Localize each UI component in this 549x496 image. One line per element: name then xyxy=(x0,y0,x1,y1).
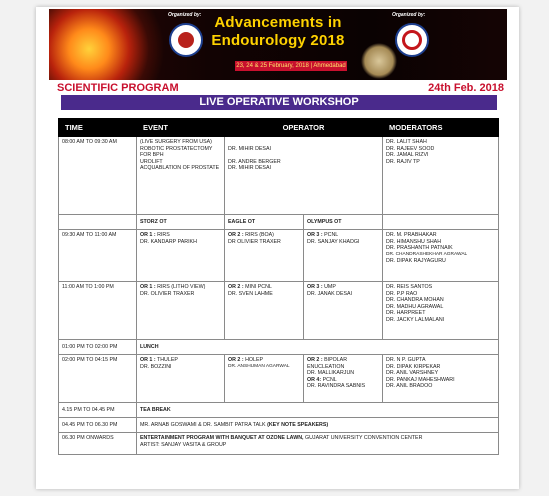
row-or2: OR 2 : RIRS (BOA) DR OLIVIER TRAXER xyxy=(225,230,304,282)
program-page xyxy=(36,7,519,489)
column-moderators: MODERATORS xyxy=(383,119,499,137)
table-row-tea xyxy=(59,403,499,418)
row-moderators: DR. LALIT SHAH DR. RAJEEV SOOD DR. JAMAL RIZVI DR. RAJIV TP xyxy=(383,137,499,215)
ot-storz: STORZ OT xyxy=(137,215,225,230)
row-time: 11:00 AM TO 1:00 PM xyxy=(59,282,137,340)
tea-label: TEA BREAK xyxy=(137,403,499,418)
row-moderators: DR. M. PRABHAKAR DR. HIMANSHU SHAH DR. PRASHANTH PATNAIK DR. CHANDRASHEKHAR AGRAWAL DR. DIPAK RAJYAGURU xyxy=(383,230,499,282)
row-or3: OR 2 : BIPOLAR ENUCLEATION DR. MALLIKARJUN OR 4: PCNL DR. RAVINDRA SABNIS xyxy=(304,355,383,403)
row-moderators: DR. REIS SANTOS DR. P.P RAO DR. CHANDRA MOHAN DR. MADHU AGRAWAL DR. HARPREET DR. JACKY LALMALANI xyxy=(383,282,499,340)
schedule-table xyxy=(58,118,499,455)
ot-eagle: EAGLE OT xyxy=(225,215,304,230)
banner-title-line2: Endourology 2018 xyxy=(211,32,345,49)
column-operator: OPERATOR xyxy=(225,119,383,137)
column-event: EVENT xyxy=(137,119,225,137)
workshop-title-bar: LIVE OPERATIVE WORKSHOP xyxy=(61,95,497,110)
table-row xyxy=(59,355,499,403)
row-or3: OR 3 : PCNL DR. SANJAY KHADGI xyxy=(304,230,383,282)
ot-olympus: OLYMPUS OT xyxy=(304,215,383,230)
row-time: 01:00 PM TO 02:00 PM xyxy=(59,340,137,355)
banner-dates: 23, 24 & 25 February, 2018 | Ahmedabad xyxy=(236,63,346,69)
row-or1: OR 1 : RIRS DR. KANDARP PARIKH xyxy=(137,230,225,282)
table-row xyxy=(59,230,499,282)
row-time: 02:00 PM TO 04:15 PM xyxy=(59,355,137,403)
table-row-lunch xyxy=(59,340,499,355)
row-or1: OR 1 : THULEP DR. BOZZINI xyxy=(137,355,225,403)
organized-by-left: Organized by: xyxy=(168,12,202,18)
table-header-row xyxy=(59,119,499,137)
row-operator: DR. MIHIR DESAI DR. ANDRE BERGER DR. MIHIR DESAI xyxy=(225,137,383,215)
table-row-entertainment xyxy=(59,433,499,455)
row-or2: OR 2 : HOLEP DR. ANSHUMAN AGARWAL xyxy=(225,355,304,403)
table-row-ot xyxy=(59,215,499,230)
entertainment-text: ENTERTAINMENT PROGRAM WITH BANQUET AT OZONE LAWN, GUJARAT UNIVERSITY CONVENTION CENTER ARTIST: SANJAY VASITA & GROUP xyxy=(137,433,499,455)
talk-text: MR. ARNAB GOSWAMI & DR. SAMBIT PATRA TALK (KEY NOTE SPEAKERS) xyxy=(137,418,499,433)
column-time: TIME xyxy=(59,119,137,137)
row-time: 08:00 AM TO 09:30 AM xyxy=(59,137,137,215)
program-date: 24th Feb. 2018 xyxy=(428,82,504,94)
organizer-logo-right xyxy=(395,23,429,57)
row-or3: OR 3 : UMP DR. JANAK DESAI xyxy=(304,282,383,340)
table-row xyxy=(59,137,499,215)
row-time: 04.45 PM TO 06.30 PM xyxy=(59,418,137,433)
organized-by-right: Organized by: xyxy=(392,12,426,18)
row-or1: OR 1 : RIRS (LITHO VIEW) DR. OLIVIER TRAXER xyxy=(137,282,225,340)
row-event: (LIVE SURGERY FROM USA) ROBOTIC PROSTATECTOMY FOR BPH UROLIFT ACQUABLATION OF PROSTATE xyxy=(137,137,225,215)
row-time: 06.30 PM ONWARDS xyxy=(59,433,137,455)
row-time: 4.15 PM TO 04.45 PM xyxy=(59,403,137,418)
program-heading: SCIENTIFIC PROGRAM xyxy=(57,82,179,94)
table-row-talk xyxy=(59,418,499,433)
row-or2: OR 2 : MINI PCNL DR. SVEN LAHME xyxy=(225,282,304,340)
row-time: 09:30 AM TO 11:00 AM xyxy=(59,230,137,282)
banner-title-line1: Advancements in xyxy=(214,14,342,31)
table-row xyxy=(59,282,499,340)
row-moderators: DR. N P. GUPTA DR. DIPAK KIRPEKAR DR. ANIL VARSHNEY DR. PANKAJ MAHESHWARI DR. ANIL BRADOO xyxy=(383,355,499,403)
event-banner xyxy=(49,9,507,80)
lunch-label: LUNCH xyxy=(137,340,499,355)
